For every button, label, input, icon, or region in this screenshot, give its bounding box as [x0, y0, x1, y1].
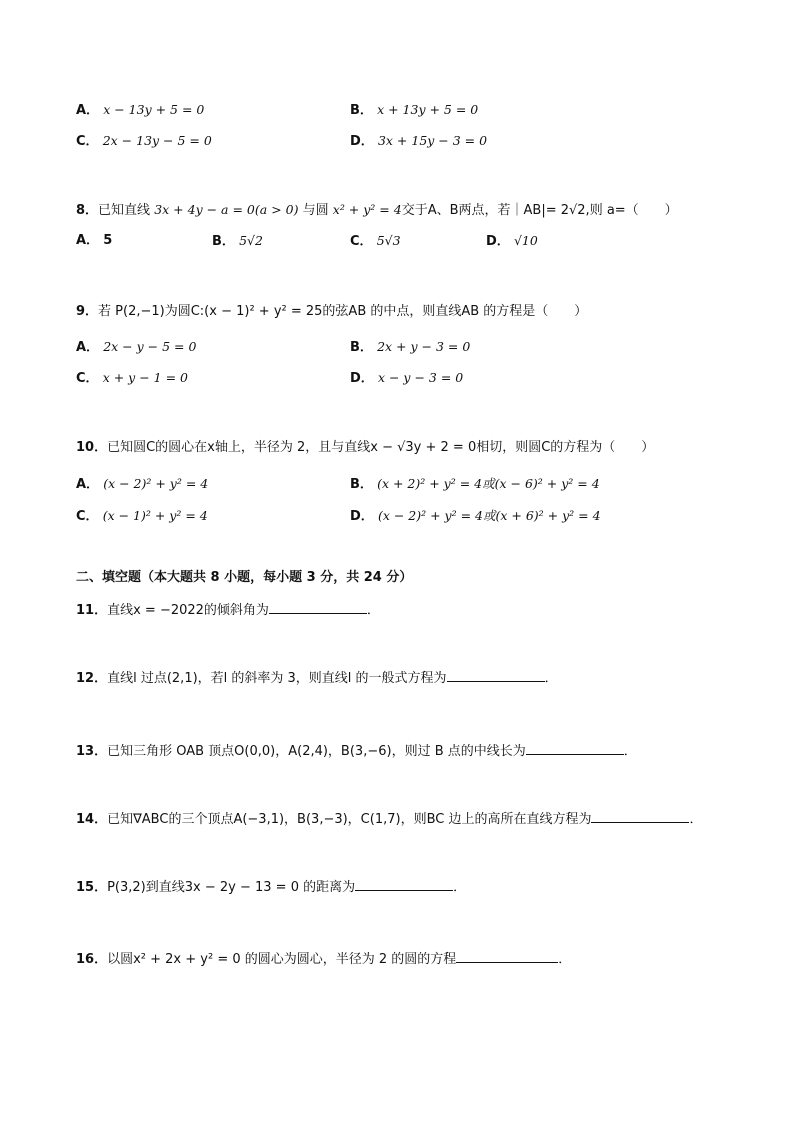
q8-stem: [76, 201, 678, 220]
option-expr: x − y − 3 = 0: [377, 370, 464, 385]
option-letter: C．: [76, 509, 99, 524]
q11-text: 直线x = −2022的倾斜角为: [107, 603, 269, 618]
option-letter: A．: [76, 103, 100, 118]
answer-blank[interactable]: [456, 949, 558, 963]
option-expr: 5: [103, 233, 113, 248]
q7-option-c: [76, 132, 212, 151]
option-letter: A．: [76, 477, 100, 492]
question-number: 16．: [76, 952, 108, 967]
option-expr: (x − 1)² + y² = 4: [102, 508, 208, 523]
answer-blank[interactable]: [355, 877, 453, 891]
q15-text: P(3,2)到直线3x − 2y − 13 = 0 的距离为: [107, 880, 356, 895]
q9-stem: [76, 303, 587, 321]
question-number: 15．: [76, 880, 108, 895]
option-expr: 3x + 15y − 3 = 0: [377, 133, 488, 148]
option-expr: x + y − 1 = 0: [102, 370, 188, 385]
option-letter: B．: [350, 103, 373, 118]
q9-option-d: [350, 369, 463, 388]
q13-text: 已知三角形 OAB 顶点O(0,0)，A(2,4)，B(3,−6)，则过 B 点的中线长为: [107, 744, 526, 759]
q8-option-b: [212, 232, 263, 251]
q8-text-pre: 已知直线: [98, 203, 151, 218]
option-letter: D．: [350, 134, 374, 149]
q10-option-a: [76, 475, 208, 494]
option-expr: 5√2: [239, 233, 263, 248]
question-number: 11．: [76, 603, 108, 618]
q13: [76, 741, 637, 761]
q10-option-b: [350, 475, 600, 494]
question-number: 9．: [76, 304, 99, 319]
q15-end: ．: [453, 880, 467, 895]
q10-option-d: [350, 507, 601, 526]
option-expr: x + 13y + 5 = 0: [377, 102, 479, 117]
question-number: 13．: [76, 744, 108, 759]
question-number: 12．: [76, 671, 108, 686]
answer-blank[interactable]: [269, 600, 367, 614]
q10-stem: [76, 439, 654, 457]
section-heading-fill-in: 二、填空题（本大题共 8 小题，每小题 3 分，共 24 分）: [76, 570, 413, 585]
q8-option-d: [486, 232, 538, 251]
answer-blank[interactable]: [591, 809, 689, 823]
option-expr: (x − 2)² + y² = 4或(x + 6)² + y² = 4: [377, 508, 601, 523]
question-number: 14．: [76, 812, 108, 827]
q14: [76, 809, 703, 829]
option-expr: 2x − 13y − 5 = 0: [102, 133, 212, 148]
q8-option-a: [76, 232, 112, 250]
option-letter: A．: [76, 340, 100, 355]
q9-option-c: [76, 369, 188, 388]
answer-blank[interactable]: [526, 741, 624, 755]
q9-option-b: [350, 338, 470, 357]
q8-circle-expr: x² + y² = 4: [332, 202, 402, 217]
q12-text: 直线l 过点(2,1)，若l 的斜率为 3，则直线l 的一般式方程为: [107, 671, 447, 686]
q16-end: ．: [558, 952, 572, 967]
q12-end: ．: [544, 671, 558, 686]
q7-option-b: [350, 101, 478, 120]
option-expr: x − 13y + 5 = 0: [103, 102, 205, 117]
option-expr: 2x − y − 5 = 0: [103, 339, 197, 354]
q8-line-expr: 3x + 4y − a = 0(a > 0): [154, 202, 299, 217]
option-letter: D．: [486, 234, 510, 249]
q8-text-post: 交于A、B两点，若｜AB|= 2√2,则 a=（ ）: [401, 203, 678, 218]
q12: [76, 668, 558, 688]
option-expr: 2x + y − 3 = 0: [377, 339, 471, 354]
option-expr: (x − 2)² + y² = 4: [103, 476, 209, 491]
q16-text: 以圆x² + 2x + y² = 0 的圆心为圆心，半径为 2 的圆的方程: [107, 952, 457, 967]
option-letter: C．: [350, 234, 373, 249]
question-number: 10．: [76, 440, 108, 455]
option-letter: B．: [212, 234, 235, 249]
option-expr: √10: [513, 233, 538, 248]
option-letter: B．: [350, 477, 373, 492]
q8-option-c: [350, 232, 401, 251]
q11: [76, 600, 380, 620]
q16: [76, 949, 571, 969]
option-expr: (x + 2)² + y² = 4或(x − 6)² + y² = 4: [377, 476, 600, 491]
question-number: 8．: [76, 203, 99, 218]
q13-end: ．: [623, 744, 637, 759]
option-letter: D．: [350, 509, 374, 524]
option-expr: 5√3: [376, 233, 401, 248]
q9-option-a: [76, 338, 196, 357]
q15: [76, 877, 466, 897]
option-letter: C．: [76, 371, 99, 386]
q10-text: 已知圆C的圆心在x轴上，半径为 2，且与直线x − √3y + 2 = 0相切，则圆C的方程为（ ）: [107, 440, 655, 455]
option-letter: C．: [76, 134, 99, 149]
q7-option-d: [350, 132, 487, 151]
q8-text-mid: 与圆: [302, 203, 329, 218]
q14-text: 已知∇ABC的三个顶点A(−3,1)，B(3,−3)，C(1,7)，则BC 边上的高所在直线方程为: [107, 812, 592, 827]
q10-option-c: [76, 507, 208, 526]
q11-end: ．: [366, 603, 380, 618]
option-letter: B．: [350, 340, 373, 355]
option-letter: D．: [350, 371, 374, 386]
option-letter: A．: [76, 233, 100, 248]
q7-option-a: [76, 101, 204, 120]
q9-text: 若 P(2,−1)为圆C:(x − 1)² + y² = 25的弦AB 的中点，则直线AB 的方程是（ ）: [98, 304, 588, 319]
answer-blank[interactable]: [447, 668, 545, 682]
q14-end: ．: [689, 812, 703, 827]
